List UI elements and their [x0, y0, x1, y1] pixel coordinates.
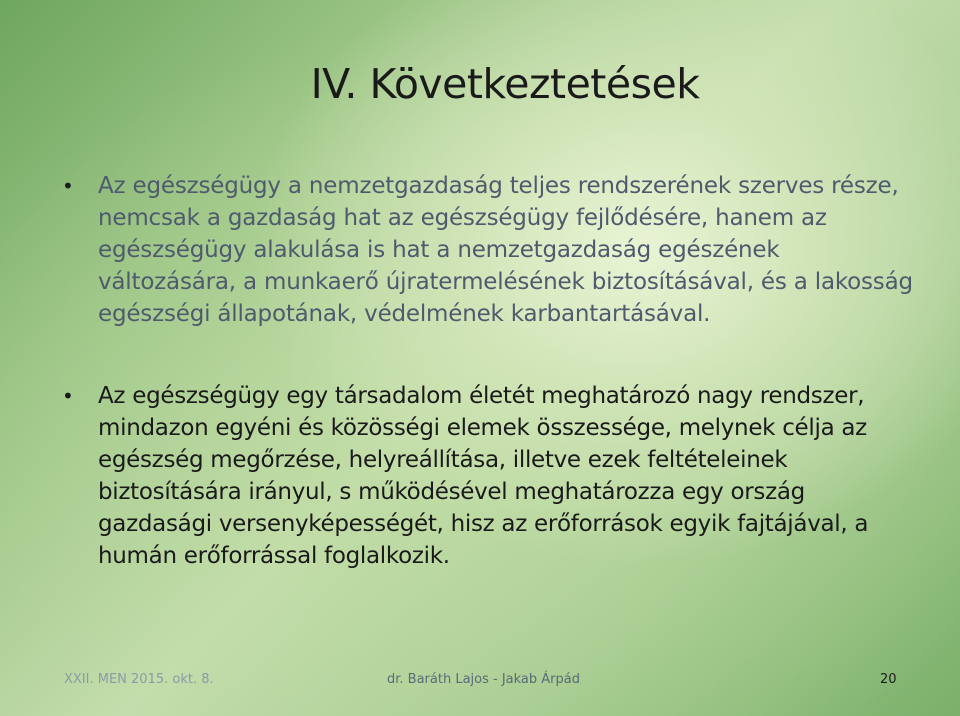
slide-title: IV. Következtetések — [310, 60, 700, 108]
bullet-text: Az egészségügy egy társadalom életét meghatározó nagy rendszer, mindazon egyéni és közösségi elemek összessége, melynek célja az egészség megőrzése, helyreállítása, illetve ezek feltételeinek biztosítására irányul, s működésével meghatározza egy ország gazdasági versenyképességét, hisz az erőforrások egyik fajtájával, a humán erőforrással foglalkozik. — [98, 383, 869, 569]
bullet-item — [62, 170, 922, 330]
bullet-icon: • — [62, 174, 74, 198]
bullet-list — [62, 170, 922, 572]
page-number: 20 — [880, 672, 897, 687]
footer-date: XXII. MEN 2015. okt. 8. — [64, 672, 214, 687]
bullet-item — [62, 380, 922, 572]
footer-authors: dr. Baráth Lajos - Jakab Árpád — [387, 672, 580, 687]
bullet-icon: • — [62, 384, 74, 408]
bullet-text: Az egészségügy a nemzetgazdaság teljes rendszerének szerves része, nemcsak a gazdaság hat az egészségügy fejlődésére, hanem az egészségügy alakulása is hat a nemzetgazdaság egészének változására, a munkaerő újratermelésének biztosításával, és a lakosság egészségi állapotának, védelmének karbantartásával. — [98, 173, 913, 327]
